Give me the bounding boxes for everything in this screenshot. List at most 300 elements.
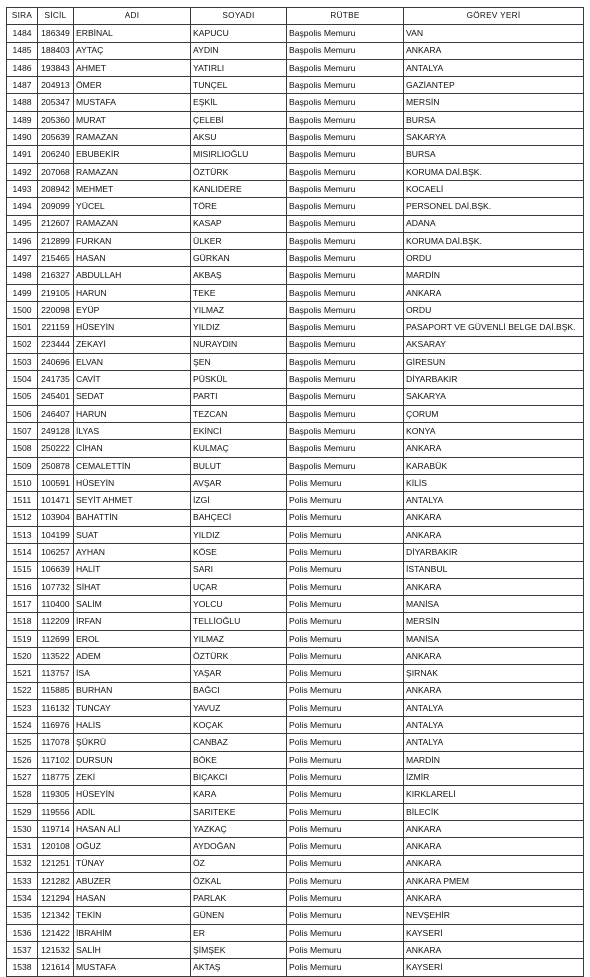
table-row [7,94,584,111]
cell-adi: CAVİT [74,371,191,388]
table-row [7,423,584,440]
cell-gorev-yeri: GAZİANTEP [404,77,584,94]
cell-sicil: 188403 [38,42,74,59]
cell-gorev-yeri: ORDU [404,302,584,319]
cell-rutbe: Başpolis Memuru [287,180,404,197]
table-row [7,388,584,405]
personnel-table [6,7,584,977]
table-row [7,440,584,457]
table-row [7,42,584,59]
cell-sicil: 103904 [38,509,74,526]
cell-sicil: 107732 [38,578,74,595]
cell-gorev-yeri: ANTALYA [404,734,584,751]
cell-adi: BURHAN [74,682,191,699]
cell-sira: 1512 [7,509,38,526]
cell-adi: SEDAT [74,388,191,405]
cell-adi: EROL [74,630,191,647]
cell-sicil: 206240 [38,146,74,163]
table-row [7,319,584,336]
cell-soyadi: ÖZ [191,855,287,872]
cell-sira: 1485 [7,42,38,59]
cell-adi: DURSUN [74,751,191,768]
cell-rutbe: Başpolis Memuru [287,457,404,474]
cell-sicil: 120108 [38,838,74,855]
cell-soyadi: KASAP [191,215,287,232]
cell-rutbe: Polis Memuru [287,665,404,682]
cell-rutbe: Polis Memuru [287,647,404,664]
cell-rutbe: Başpolis Memuru [287,25,404,42]
cell-gorev-yeri: MARDİN [404,751,584,768]
cell-sicil: 219105 [38,284,74,301]
cell-rutbe: Polis Memuru [287,596,404,613]
table-row [7,526,584,543]
cell-adi: HALİS [74,717,191,734]
table-row [7,111,584,128]
cell-soyadi: YOLCU [191,596,287,613]
cell-soyadi: MISIRLIOĞLU [191,146,287,163]
cell-sira: 1526 [7,751,38,768]
cell-sicil: 115885 [38,682,74,699]
cell-rutbe: Polis Memuru [287,613,404,630]
cell-gorev-yeri: KARABÜK [404,457,584,474]
cell-adi: ZEKAYİ [74,336,191,353]
cell-soyadi: YILDIZ [191,526,287,543]
cell-sira: 1489 [7,111,38,128]
table-row [7,838,584,855]
cell-rutbe: Başpolis Memuru [287,353,404,370]
cell-gorev-yeri: KAYSERİ [404,959,584,976]
cell-sicil: 212899 [38,232,74,249]
cell-rutbe: Polis Memuru [287,942,404,959]
cell-soyadi: BAHÇECİ [191,509,287,526]
cell-sicil: 241735 [38,371,74,388]
cell-sira: 1501 [7,319,38,336]
cell-soyadi: TÖRE [191,198,287,215]
table-row [7,146,584,163]
header-row [7,8,584,25]
cell-sira: 1499 [7,284,38,301]
cell-soyadi: PÜSKÜL [191,371,287,388]
cell-sira: 1488 [7,94,38,111]
cell-rutbe: Başpolis Memuru [287,336,404,353]
table-row [7,59,584,76]
table-row [7,371,584,388]
cell-sira: 1519 [7,630,38,647]
cell-soyadi: KÖSE [191,544,287,561]
cell-soyadi: YILMAZ [191,630,287,647]
cell-sira: 1518 [7,613,38,630]
cell-soyadi: KAPUCU [191,25,287,42]
cell-gorev-yeri: ANTALYA [404,59,584,76]
cell-sira: 1516 [7,578,38,595]
cell-soyadi: BAĞCI [191,682,287,699]
table-row [7,820,584,837]
cell-adi: RAMAZAN [74,129,191,146]
cell-sira: 1530 [7,820,38,837]
cell-rutbe: Başpolis Memuru [287,405,404,422]
cell-gorev-yeri: GİRESUN [404,353,584,370]
cell-rutbe: Polis Memuru [287,907,404,924]
cell-gorev-yeri: ANTALYA [404,717,584,734]
cell-sicil: 113522 [38,647,74,664]
cell-sicil: 250878 [38,457,74,474]
cell-adi: HASAN ALİ [74,820,191,837]
cell-adi: HARUN [74,405,191,422]
cell-soyadi: SARITEKE [191,803,287,820]
cell-rutbe: Polis Memuru [287,492,404,509]
header-adi: ADI [74,8,191,25]
cell-sira: 1511 [7,492,38,509]
cell-rutbe: Başpolis Memuru [287,319,404,336]
cell-adi: ABUZER [74,872,191,889]
cell-rutbe: Polis Memuru [287,838,404,855]
table-row [7,682,584,699]
cell-sicil: 121614 [38,959,74,976]
table-row [7,509,584,526]
header-rutbe: RÜTBE [287,8,404,25]
cell-soyadi: YAŞAR [191,665,287,682]
cell-soyadi: ÜLKER [191,232,287,249]
cell-gorev-yeri: KOCAELİ [404,180,584,197]
cell-soyadi: KULMAÇ [191,440,287,457]
cell-sira: 1510 [7,475,38,492]
cell-sicil: 205639 [38,129,74,146]
cell-rutbe: Polis Memuru [287,630,404,647]
cell-soyadi: AVŞAR [191,475,287,492]
cell-gorev-yeri: MERSİN [404,613,584,630]
table-row [7,250,584,267]
cell-rutbe: Polis Memuru [287,509,404,526]
cell-adi: CİHAN [74,440,191,457]
cell-sira: 1529 [7,803,38,820]
cell-sicil: 116976 [38,717,74,734]
cell-gorev-yeri: ANKARA [404,578,584,595]
header-gorev-yeri: GÖREV YERİ [404,8,584,25]
cell-adi: İLYAS [74,423,191,440]
cell-sira: 1506 [7,405,38,422]
cell-gorev-yeri: İZMİR [404,769,584,786]
cell-gorev-yeri: ANKARA [404,647,584,664]
cell-adi: ABDULLAH [74,267,191,284]
cell-adi: SİHAT [74,578,191,595]
cell-soyadi: TUNÇEL [191,77,287,94]
cell-adi: ADEM [74,647,191,664]
cell-sicil: 121282 [38,872,74,889]
cell-sicil: 121294 [38,890,74,907]
cell-adi: MUSTAFA [74,94,191,111]
cell-sicil: 193843 [38,59,74,76]
cell-adi: ÖMER [74,77,191,94]
cell-sicil: 119305 [38,786,74,803]
cell-sicil: 207068 [38,163,74,180]
cell-rutbe: Başpolis Memuru [287,215,404,232]
cell-gorev-yeri: AKSARAY [404,336,584,353]
cell-sicil: 205347 [38,94,74,111]
table-row [7,924,584,941]
cell-soyadi: ÖZKAL [191,872,287,889]
cell-soyadi: AKSU [191,129,287,146]
header-sicil: SİCİL [38,8,74,25]
cell-sira: 1521 [7,665,38,682]
cell-sira: 1487 [7,77,38,94]
cell-rutbe: Polis Memuru [287,890,404,907]
cell-gorev-yeri: DİYARBAKIR [404,371,584,388]
cell-adi: MUSTAFA [74,959,191,976]
cell-sira: 1524 [7,717,38,734]
cell-sicil: 106257 [38,544,74,561]
cell-soyadi: YAVUZ [191,699,287,716]
cell-adi: HALİT [74,561,191,578]
cell-sira: 1517 [7,596,38,613]
cell-adi: SALİM [74,596,191,613]
table-row [7,544,584,561]
cell-gorev-yeri: DİYARBAKIR [404,544,584,561]
table-row [7,872,584,889]
cell-sicil: 106639 [38,561,74,578]
cell-sira: 1494 [7,198,38,215]
cell-soyadi: TELLİOĞLU [191,613,287,630]
cell-adi: İSA [74,665,191,682]
table-row [7,630,584,647]
cell-sicil: 110400 [38,596,74,613]
cell-rutbe: Polis Memuru [287,475,404,492]
table-row [7,77,584,94]
table-row [7,596,584,613]
cell-sira: 1528 [7,786,38,803]
cell-gorev-yeri: ANKARA [404,942,584,959]
table-row [7,336,584,353]
cell-gorev-yeri: KİLİS [404,475,584,492]
cell-gorev-yeri: ANKARA [404,820,584,837]
cell-soyadi: KANLIDERE [191,180,287,197]
cell-adi: HÜSEYİN [74,786,191,803]
cell-adi: HÜSEYİN [74,475,191,492]
cell-rutbe: Başpolis Memuru [287,388,404,405]
cell-sicil: 250222 [38,440,74,457]
cell-adi: TUNCAY [74,699,191,716]
table-row [7,215,584,232]
cell-gorev-yeri: ANKARA [404,509,584,526]
cell-rutbe: Başpolis Memuru [287,250,404,267]
cell-adi: SEYİT AHMET [74,492,191,509]
cell-rutbe: Polis Memuru [287,924,404,941]
cell-soyadi: ER [191,924,287,941]
cell-gorev-yeri: ANKARA [404,890,584,907]
cell-adi: OĞUZ [74,838,191,855]
cell-gorev-yeri: ADANA [404,215,584,232]
cell-gorev-yeri: BURSA [404,146,584,163]
table-row [7,786,584,803]
table-row [7,232,584,249]
cell-sira: 1520 [7,647,38,664]
cell-rutbe: Başpolis Memuru [287,284,404,301]
table-row [7,769,584,786]
table-row [7,959,584,976]
cell-gorev-yeri: ŞIRNAK [404,665,584,682]
cell-adi: ADİL [74,803,191,820]
cell-sicil: 121422 [38,924,74,941]
cell-adi: AYHAN [74,544,191,561]
cell-soyadi: BULUT [191,457,287,474]
cell-gorev-yeri: SAKARYA [404,388,584,405]
cell-sicil: 186349 [38,25,74,42]
cell-rutbe: Polis Memuru [287,526,404,543]
cell-sira: 1537 [7,942,38,959]
cell-sira: 1492 [7,163,38,180]
cell-gorev-yeri: ANTALYA [404,492,584,509]
cell-adi: SALİH [74,942,191,959]
cell-soyadi: YILDIZ [191,319,287,336]
cell-sira: 1497 [7,250,38,267]
cell-sira: 1514 [7,544,38,561]
cell-adi: EBUBEKİR [74,146,191,163]
cell-rutbe: Polis Memuru [287,820,404,837]
cell-sira: 1525 [7,734,38,751]
cell-soyadi: SARI [191,561,287,578]
table-row [7,890,584,907]
cell-adi: HÜSEYİN [74,319,191,336]
cell-gorev-yeri: MANİSA [404,630,584,647]
cell-sicil: 119714 [38,820,74,837]
cell-sicil: 216327 [38,267,74,284]
cell-rutbe: Başpolis Memuru [287,42,404,59]
cell-sira: 1515 [7,561,38,578]
cell-sicil: 249128 [38,423,74,440]
cell-rutbe: Başpolis Memuru [287,59,404,76]
cell-rutbe: Başpolis Memuru [287,94,404,111]
table-row [7,405,584,422]
cell-soyadi: YATIRLI [191,59,287,76]
cell-sira: 1536 [7,924,38,941]
cell-sira: 1533 [7,872,38,889]
cell-sira: 1535 [7,907,38,924]
cell-gorev-yeri: ANKARA [404,42,584,59]
cell-sira: 1502 [7,336,38,353]
table-row [7,561,584,578]
table-row [7,613,584,630]
cell-gorev-yeri: BURSA [404,111,584,128]
table-row [7,129,584,146]
cell-adi: İRFAN [74,613,191,630]
cell-sira: 1505 [7,388,38,405]
table-row [7,492,584,509]
table-body [7,25,584,976]
cell-sira: 1513 [7,526,38,543]
cell-sira: 1527 [7,769,38,786]
cell-rutbe: Polis Memuru [287,803,404,820]
table-row [7,284,584,301]
cell-soyadi: UÇAR [191,578,287,595]
cell-gorev-yeri: SAKARYA [404,129,584,146]
cell-soyadi: ÖZTÜRK [191,647,287,664]
cell-rutbe: Polis Memuru [287,717,404,734]
cell-adi: MEHMET [74,180,191,197]
cell-gorev-yeri: ANKARA [404,838,584,855]
cell-sira: 1484 [7,25,38,42]
cell-soyadi: AYDOĞAN [191,838,287,855]
cell-sira: 1490 [7,129,38,146]
cell-sira: 1503 [7,353,38,370]
cell-soyadi: GÜRKAN [191,250,287,267]
cell-rutbe: Başpolis Memuru [287,423,404,440]
cell-sira: 1504 [7,371,38,388]
cell-gorev-yeri: KAYSERİ [404,924,584,941]
cell-rutbe: Polis Memuru [287,561,404,578]
cell-sira: 1509 [7,457,38,474]
cell-gorev-yeri: İSTANBUL [404,561,584,578]
table-row [7,198,584,215]
cell-soyadi: AKTAŞ [191,959,287,976]
cell-sicil: 209099 [38,198,74,215]
cell-gorev-yeri: ANKARA [404,682,584,699]
cell-gorev-yeri: ANKARA [404,855,584,872]
cell-sicil: 118775 [38,769,74,786]
cell-rutbe: Polis Memuru [287,682,404,699]
cell-rutbe: Başpolis Memuru [287,146,404,163]
cell-adi: AYTAÇ [74,42,191,59]
cell-adi: HARUN [74,284,191,301]
cell-sicil: 240696 [38,353,74,370]
table-row [7,578,584,595]
cell-gorev-yeri: PERSONEL DAİ.BŞK. [404,198,584,215]
cell-sicil: 117078 [38,734,74,751]
cell-rutbe: Polis Memuru [287,734,404,751]
table-row [7,803,584,820]
cell-soyadi: ÖZTÜRK [191,163,287,180]
cell-soyadi: ŞEN [191,353,287,370]
cell-gorev-yeri: ANTALYA [404,699,584,716]
cell-adi: ZEKİ [74,769,191,786]
cell-adi: TÜNAY [74,855,191,872]
cell-rutbe: Polis Memuru [287,751,404,768]
cell-sicil: 204913 [38,77,74,94]
cell-rutbe: Başpolis Memuru [287,267,404,284]
cell-sicil: 121251 [38,855,74,872]
cell-soyadi: PARTI [191,388,287,405]
cell-soyadi: YAZKAÇ [191,820,287,837]
cell-sicil: 121532 [38,942,74,959]
cell-sicil: 121342 [38,907,74,924]
header-soyadi: SOYADI [191,8,287,25]
cell-adi: ELVAN [74,353,191,370]
cell-adi: HASAN [74,250,191,267]
cell-soyadi: PARLAK [191,890,287,907]
cell-sira: 1486 [7,59,38,76]
cell-soyadi: İZGİ [191,492,287,509]
cell-sicil: 220098 [38,302,74,319]
cell-gorev-yeri: MERSİN [404,94,584,111]
cell-adi: RAMAZAN [74,215,191,232]
cell-sicil: 119556 [38,803,74,820]
table-row [7,353,584,370]
cell-adi: EYÜP [74,302,191,319]
table-row [7,751,584,768]
table-row [7,267,584,284]
cell-adi: BAHATTİN [74,509,191,526]
cell-soyadi: AKBAŞ [191,267,287,284]
cell-rutbe: Polis Memuru [287,578,404,595]
cell-soyadi: EŞKİL [191,94,287,111]
table-row [7,717,584,734]
cell-rutbe: Polis Memuru [287,769,404,786]
cell-rutbe: Başpolis Memuru [287,371,404,388]
cell-sira: 1522 [7,682,38,699]
cell-rutbe: Polis Memuru [287,699,404,716]
cell-soyadi: KARA [191,786,287,803]
table-row [7,180,584,197]
cell-sicil: 116132 [38,699,74,716]
cell-gorev-yeri: KIRKLARELİ [404,786,584,803]
